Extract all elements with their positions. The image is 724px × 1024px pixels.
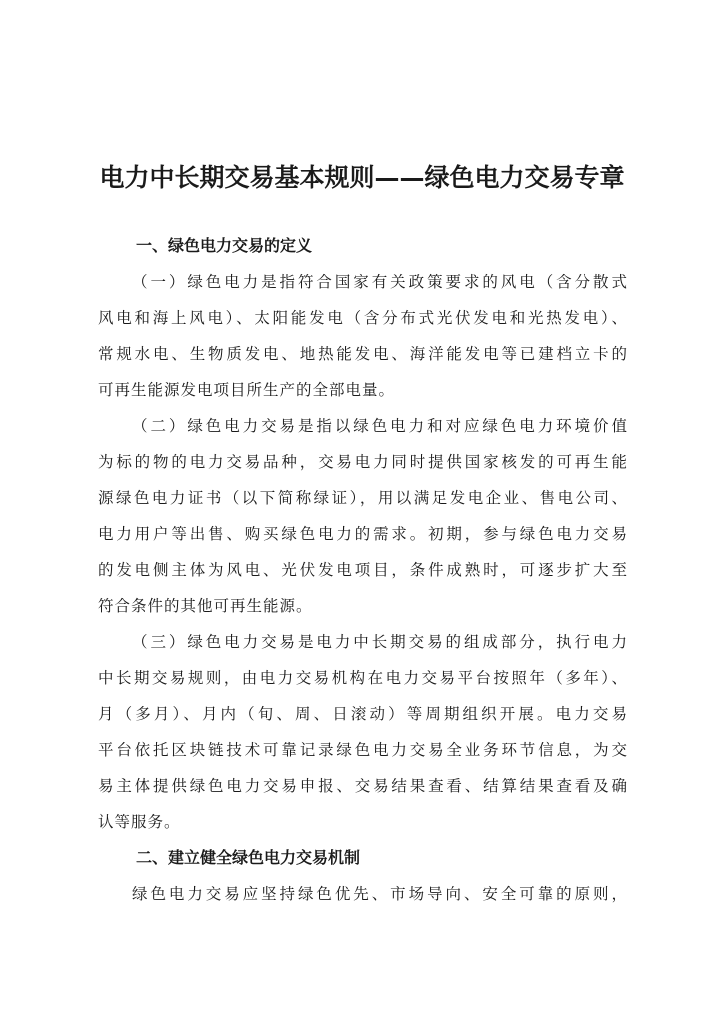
paragraph-3 xyxy=(98,624,628,840)
section-heading-definition: 一、绿色电力交易的定义 xyxy=(136,236,313,255)
paragraph-line: 源绿色电力证书（以下简称绿证），用以满足发电企业、售电公司、 xyxy=(98,489,628,507)
document-body xyxy=(98,228,628,912)
document-title: 电力中长期交易基本规则——绿色电力交易专章 xyxy=(99,163,625,192)
paragraph-line: 电力用户等出售、购买绿色电力的需求。初期，参与绿色电力交易 xyxy=(98,525,628,543)
paragraph-line: 可再生能源发电项目所生产的全部电量。 xyxy=(98,381,396,399)
paragraph-1 xyxy=(98,264,628,408)
paragraph-line: 为标的物的电力交易品种，交易电力同时提供国家核发的可再生能 xyxy=(98,453,628,471)
paragraph-line: （三）绿色电力交易是电力中长期交易的组成部分，执行电力 xyxy=(132,633,628,651)
paragraph-line: （一）绿色电力是指符合国家有关政策要求的风电（含分散式 xyxy=(132,273,628,291)
paragraph-line: 认等服务。 xyxy=(98,813,181,831)
paragraph-line: 月（多月）、月内（旬、周、日滚动）等周期组织开展。电力交易 xyxy=(98,705,628,723)
paragraph-line: 绿色电力交易应坚持绿色优先、市场导向、安全可靠的原则， xyxy=(132,885,628,903)
paragraph-line: 风电和海上风电）、太阳能发电（含分布式光伏发电和光热发电）、 xyxy=(98,309,628,327)
paragraph-line: 中长期交易规则，由电力交易机构在电力交易平台按照年（多年）、 xyxy=(98,669,628,687)
paragraph-4 xyxy=(98,876,628,912)
paragraph-line: （二）绿色电力交易是指以绿色电力和对应绿色电力环境价值 xyxy=(132,417,628,435)
paragraph-2 xyxy=(98,408,628,624)
section-heading-mechanism: 二、建立健全绿色电力交易机制 xyxy=(136,848,361,867)
paragraph-line: 易主体提供绿色电力交易申报、交易结果查看、结算结果查看及确 xyxy=(98,777,628,795)
paragraph-line: 的发电侧主体为风电、光伏发电项目，条件成熟时，可逐步扩大至 xyxy=(98,561,628,579)
paragraph-line: 常规水电、生物质发电、地热能发电、海洋能发电等已建档立卡的 xyxy=(98,345,628,363)
paragraph-line: 平台依托区块链技术可靠记录绿色电力交易全业务环节信息，为交 xyxy=(98,741,628,759)
paragraph-line: 符合条件的其他可再生能源。 xyxy=(98,597,313,615)
